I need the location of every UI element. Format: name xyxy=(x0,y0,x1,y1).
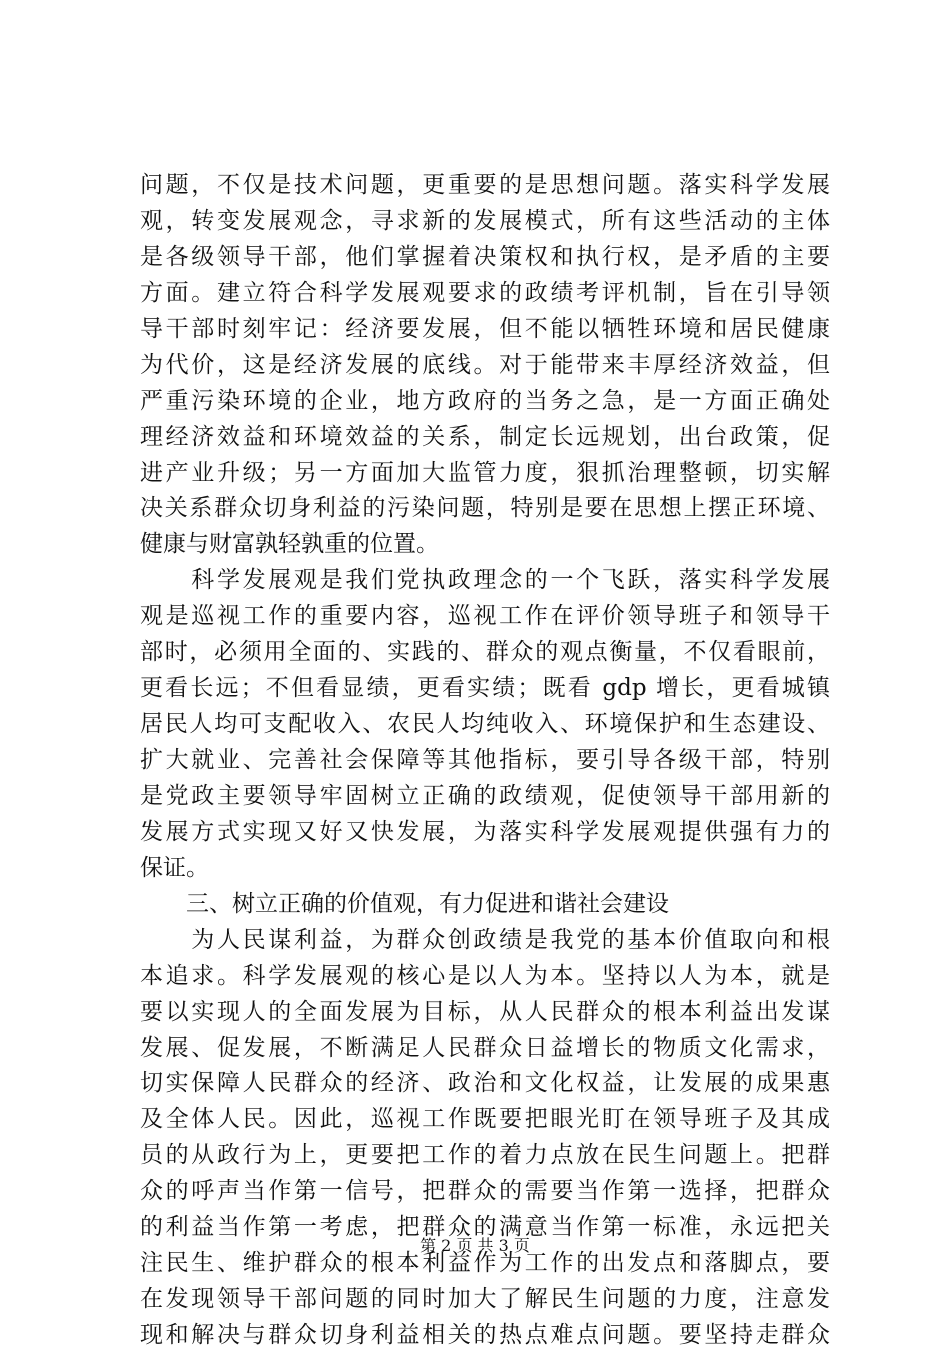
text-line: 切实保障人民群众的经济、政治和文化权益，让发展的成果惠 xyxy=(140,1070,830,1097)
text-line: 为代价，这是经济发展的底线。对于能带来丰厚经济效益，但 xyxy=(140,351,830,378)
text-line: 居民人均可支配收入、农民人均纯收入、环境保护和生态建设、 xyxy=(140,711,830,738)
text-line: 健康与财富孰轻孰重的位置。 xyxy=(140,531,439,558)
text-line: 现和解决与群众切身利益相关的热点难点问题。要坚持走群众 xyxy=(140,1322,830,1348)
text-line: 的利益当作第一考虑，把群众的满意当作第一标准，永远把关 xyxy=(140,1214,830,1241)
text-line: 科学发展观是我们党执政理念的一个飞跃，落实科学发展 xyxy=(140,567,830,594)
text-line: 理经济效益和环境效益的关系，制定长远规划，出台政策，促 xyxy=(140,423,830,450)
text-line: 为人民谋利益，为群众创政绩是我党的基本价值取向和根 xyxy=(140,926,830,953)
page-number-footer: 第 2 页 共 3 页 xyxy=(420,1236,530,1255)
section-heading: 三、树立正确的价值观，有力促进和谐社会建设 xyxy=(140,890,669,917)
text-line: 部时，必须用全面的、实践的、群众的观点衡量，不仅看眼前， xyxy=(140,639,830,666)
text-line: 进产业升级；另一方面加大监管力度，狠抓治理整顿，切实解 xyxy=(140,459,830,486)
text-line: 要以实现人的全面发展为目标，从人民群众的根本利益出发谋 xyxy=(140,998,830,1025)
text-line: 保证。 xyxy=(140,854,209,881)
text-line: 本追求。科学发展观的核心是以人为本。坚持以人为本，就是 xyxy=(140,962,830,989)
text-line: 问题，不仅是技术问题，更重要的是思想问题。落实科学发展 xyxy=(140,172,830,198)
text-line: 发展、促发展，不断满足人民群众日益增长的物质文化需求， xyxy=(140,1034,830,1061)
text-line: 注民生、维护群众的根本利益作为工作的出发点和落脚点，要 xyxy=(140,1250,830,1277)
text-line: 是各级领导干部，他们掌握着决策权和执行权，是矛盾的主要 xyxy=(140,243,830,270)
text-line: 观是巡视工作的重要内容，巡视工作在评价领导班子和领导干 xyxy=(140,603,830,630)
text-line: 更看长远；不但看显绩，更看实绩；既看 gdp 增长，更看城镇 xyxy=(140,675,830,702)
text-line: 方面。建立符合科学发展观要求的政绩考评机制，旨在引导领 xyxy=(140,279,830,306)
body-text xyxy=(140,168,830,1354)
text-line: 员的从政行为上，更要把工作的着力点放在民生问题上。把群 xyxy=(140,1142,830,1169)
text-line: 及全体人民。因此，巡视工作既要把眼光盯在领导班子及其成 xyxy=(140,1106,830,1133)
text-line: 扩大就业、完善社会保障等其他指标，要引导各级干部，特别 xyxy=(140,747,830,773)
text-line: 是党政主要领导牢固树立正确的政绩观，促使领导干部用新的 xyxy=(140,782,830,809)
text-line: 观，转变发展观念，寻求新的发展模式，所有这些活动的主体 xyxy=(140,207,830,234)
text-line: 决关系群众切身利益的污染问题，特别是要在思想上摆正环境、 xyxy=(140,495,830,522)
text-line: 众的呼声当作第一信号，把群众的需要当作第一选择，把群众 xyxy=(140,1178,830,1205)
text-line: 严重污染环境的企业，地方政府的当务之急，是一方面正确处 xyxy=(140,387,830,414)
text-line: 发展方式实现又好又快发展，为落实科学发展观提供强有力的 xyxy=(140,818,830,845)
text-line: 导干部时刻牢记：经济要发展，但不能以牺牲环境和居民健康 xyxy=(140,315,830,342)
text-line: 在发现领导干部问题的同时加大了解民生问题的力度，注意发 xyxy=(140,1286,830,1313)
